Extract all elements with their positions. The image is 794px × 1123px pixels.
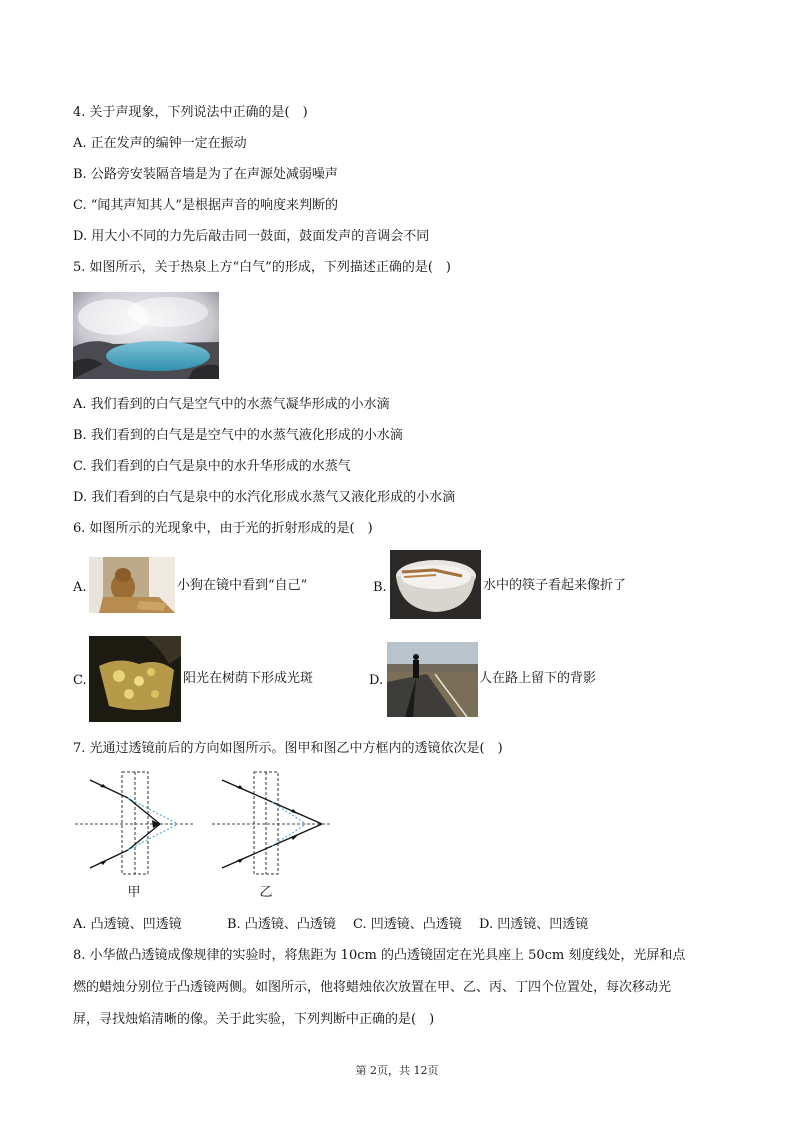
q8-line-1: 8. 小华做凸透镜成像规律的实验时，将焦距为 10cm 的凸透镜固定在光具座上 50cm 刻度线处，光屏和点: [73, 948, 686, 963]
figure-yi: [212, 772, 330, 900]
q6-option-b-text: 水中的筷子看起来像折了: [483, 578, 627, 593]
q6-option-d-text: 人在路上留下的背影: [479, 671, 597, 686]
q6-option-b-label: B.: [373, 580, 387, 595]
q7-stem: 7. 光通过透镜前后的方向如图所示。图甲和图乙中方框内的透镜依次是( ): [73, 741, 503, 756]
figure-yi-label: 乙: [259, 885, 273, 900]
chopsticks-bowl-photo: [390, 550, 481, 619]
q8-line-2: 燃的蜡烛分别位于凸透镜两侧。如图所示，他将蜡烛依次放置在甲、乙、丙、丁四个位置处，每次移动光: [73, 980, 672, 995]
shadow-on-road-photo: [387, 642, 478, 717]
q5-option-b: B. 我们看到的白气是是空气中的水蒸气液化形成的小水滴: [73, 428, 403, 443]
q6-stem: 6. 如图所示的光现象中，由于光的折射形成的是( ): [73, 521, 373, 536]
q6-option-c-text: 阳光在树荫下形成光斑: [183, 671, 314, 686]
q6-option-a-text: 小狗在镜中看到“自己”: [177, 578, 308, 593]
q5-stem: 5. 如图所示，关于热泉上方“白气”的形成，下列描述正确的是( ): [73, 260, 451, 275]
q4-stem: 4. 关于声现象，下列说法中正确的是( ): [73, 105, 308, 120]
q7-option-b: B. 凸透镜、凸透镜: [227, 917, 336, 932]
dog-mirror-photo: [89, 557, 175, 613]
lens-ray-diagram: [72, 770, 342, 905]
page-footer: 第 2页，共 12页: [355, 1064, 439, 1077]
q6-option-d-label: D.: [369, 673, 384, 688]
figure-jia-label: 甲: [127, 885, 141, 900]
q4-option-d: D. 用大小不同的力先后敲击同一鼓面，鼓面发声的音调会不同: [73, 229, 430, 244]
q8-line-3: 屏，寻找烛焰清晰的像。关于此实验，下列判断中正确的是( ): [73, 1012, 435, 1027]
tree-shade-light-spots-photo: [89, 636, 181, 722]
figure-jia: [75, 772, 194, 900]
q4-option-c: C. “闻其声知其人”是根据声音的响度来判断的: [73, 198, 339, 213]
q7-option-a: A. 凸透镜、凹透镜: [73, 917, 182, 932]
hot-spring-photo: [73, 292, 219, 379]
q7-option-c: C. 凹透镜、凸透镜: [353, 917, 462, 932]
q7-option-d: D. 凹透镜、凹透镜: [479, 917, 589, 932]
q6-option-a-label: A.: [73, 580, 87, 595]
q6-option-c-label: C.: [73, 673, 87, 688]
q5-option-a: A. 我们看到的白气是空气中的水蒸气凝华形成的小水滴: [73, 397, 390, 412]
q5-option-c: C. 我们看到的白气是泉中的水升华形成的水蒸气: [73, 459, 351, 474]
q4-option-a: A. 正在发声的编钟一定在振动: [73, 136, 247, 151]
q4-option-b: B. 公路旁安装隔音墙是为了在声源处减弱噪声: [73, 167, 338, 182]
q5-option-d: D. 我们看到的白气是泉中的水汽化形成水蒸气又液化形成的小水滴: [73, 490, 456, 505]
